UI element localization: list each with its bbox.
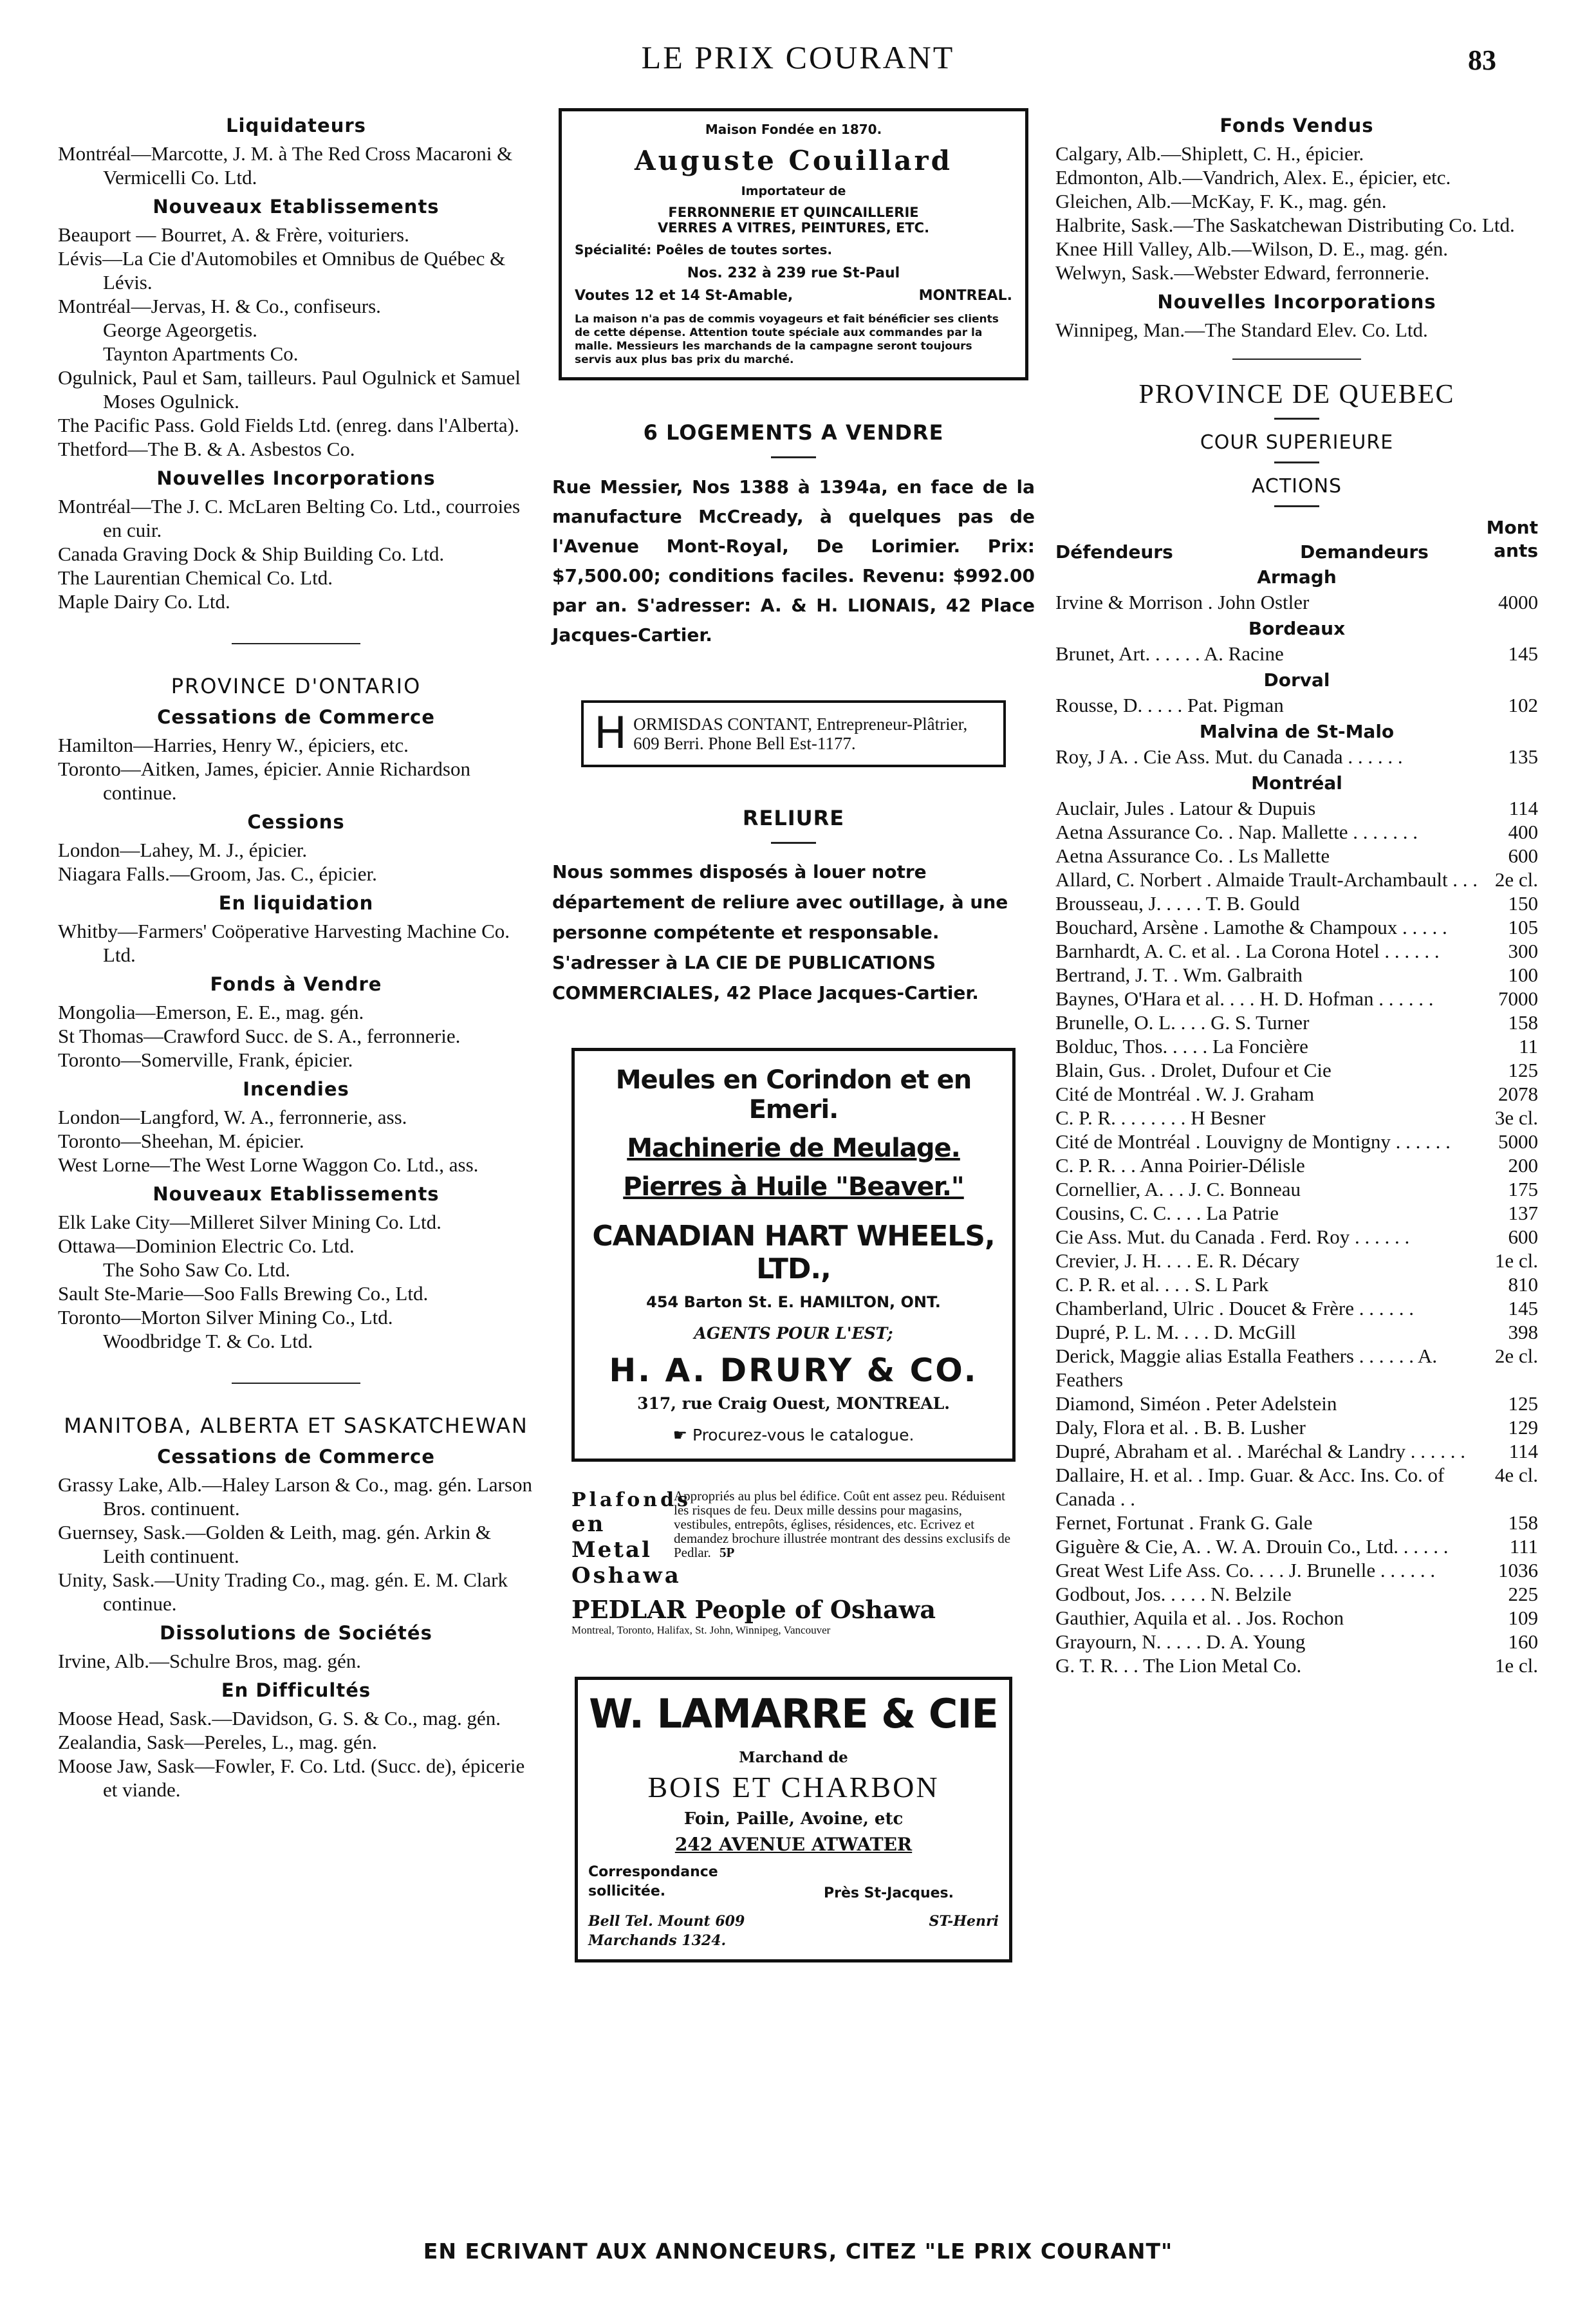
listing-entry: Montréal—The J. C. McLaren Belting Co. Ltd., courroies en cuir.: [58, 495, 521, 541]
case-amount: 5000: [1498, 1130, 1538, 1153]
case-row: [1055, 1511, 1538, 1534]
case-parties: Chamberland, Ulric . Doucet & Frère . . . . . .: [1055, 1297, 1414, 1319]
case-parties: Gauthier, Aquila et al. . Jos. Rochon: [1055, 1607, 1344, 1629]
ad-address: 317, rue Craig Ouest, MONTREAL.: [637, 1394, 950, 1413]
listing-text: Nous sommes disposés à louer notre département de reliure avec outillage, à une personne compétente et responsable. S'adresser à LA CIE DE PUBLICATIONS COMMERCIALES, 42 Place Jacques-Cartier.: [552, 861, 1008, 1003]
right-column: [1055, 108, 1538, 1677]
page-number: 83: [1468, 44, 1496, 76]
case-row: [1055, 844, 1538, 868]
ad-catalogue-row: [582, 1426, 1005, 1444]
case-amount: 1e cl.: [1494, 1654, 1538, 1677]
case-amount: 137: [1508, 1202, 1538, 1224]
ad-text: FERRONNERIE ET QUINCAILLERIE: [668, 205, 919, 220]
left-column: [58, 108, 534, 1802]
ad-text: ORMISDAS CONTANT, Entrepreneur-Plâtrier, 609 Berri. Phone Bell Est-1177.: [633, 714, 968, 753]
listing-entry: Toronto—Somerville, Frank, épicier.: [58, 1049, 353, 1071]
section-heading: Cessations de Commerce: [157, 706, 435, 728]
section-heading: Nouvelles Incorporations: [1157, 291, 1436, 313]
ad-company-name: W. LAMARRE & CIE: [589, 1690, 998, 1737]
case-amount: 109: [1508, 1607, 1538, 1629]
column-header-defendeurs: Défendeurs: [1055, 541, 1173, 563]
pedlar-advertisement: [571, 1489, 1016, 1637]
city-heading: Montréal: [1251, 772, 1342, 794]
case-parties: Brunet, Art. . . . . . A. Racine: [1055, 642, 1284, 665]
ad-address: 454 Barton St. E. HAMILTON, ONT.: [646, 1293, 941, 1311]
section-heading: Fonds Vendus: [1220, 115, 1374, 136]
listing-entry: Canada Graving Dock & Ship Building Co. Ltd.: [58, 543, 445, 565]
case-parties: Aetna Assurance Co. . Ls Mallette: [1055, 844, 1330, 867]
case-amount: 400: [1508, 821, 1538, 843]
case-parties: Bertrand, J. T. . Wm. Galbraith: [1055, 964, 1303, 986]
divider-rule: [1274, 505, 1319, 507]
ad-text: Près St-Jacques.: [824, 1885, 954, 1901]
case-parties: Dupré, P. L. M. . . . D. McGill: [1055, 1321, 1296, 1343]
ad-text: VERRES A VITRES, PEINTURES, ETC.: [657, 220, 930, 236]
province-heading: PROVINCE DE QUEBEC: [1138, 380, 1455, 409]
case-parties: Derick, Maggie alias Estalla Feathers . . . . . . A. Feathers: [1055, 1345, 1438, 1391]
case-amount: 145: [1508, 1297, 1538, 1319]
ad-phone: Bell Tel. Mount 609: [588, 1913, 745, 1930]
listing-entry: Toronto—Aitken, James, épicier. Annie Richardson continue.: [58, 758, 470, 804]
contant-advertisement: [581, 700, 1006, 767]
listing-entry: Moose Head, Sask.—Davidson, G. S. & Co., mag. gén.: [58, 1707, 501, 1729]
city-heading: Armagh: [1257, 566, 1337, 588]
ad-text: Machinerie de Meulage.: [627, 1133, 960, 1163]
pedlar-title: [571, 1489, 691, 1589]
listing-entry: Hamilton—Harries, Henry W., épiciers, etc.: [58, 734, 409, 756]
case-row: [1055, 891, 1538, 915]
case-row: [1055, 1654, 1538, 1677]
case-row: [1055, 1558, 1538, 1582]
case-amount: 2078: [1498, 1083, 1538, 1105]
listing-entry: Winnipeg, Man.—The Standard Elev. Co. Ltd.: [1055, 319, 1428, 341]
pointing-hand-icon: ☛: [673, 1426, 687, 1444]
case-row: [1055, 1106, 1538, 1130]
case-parties: Cité de Montréal . Louvigny de Montigny . . . . . .: [1055, 1130, 1451, 1153]
section-heading: Cessations de Commerce: [157, 1446, 435, 1468]
section-heading: Liquidateurs: [226, 115, 366, 136]
ad-company-name: CANADIAN HART WHEELS, LTD.,: [592, 1220, 995, 1285]
listing-entry: Irvine, Alb.—Schulre Bros, mag. gén.: [58, 1650, 361, 1672]
listing-entry: Sault Ste-Marie—Soo Falls Brewing Co., Ltd.: [58, 1282, 429, 1305]
listing-entry: Niagara Falls.—Groom, Jas. C., épicier.: [58, 862, 377, 885]
case-amount: 300: [1508, 940, 1538, 962]
case-parties: C. P. R. . . Anna Poirier-Délisle: [1055, 1154, 1305, 1177]
listing-entry: The Pacific Pass. Gold Fields Ltd. (enreg. dans l'Alberta).: [58, 414, 519, 436]
listing-entry: Toronto—Sheehan, M. épicier.: [58, 1130, 304, 1152]
case-row: [1055, 939, 1538, 963]
listing-entry: Halbrite, Sask.—The Saskatchewan Distributing Co. Ltd.: [1055, 214, 1515, 236]
case-amount: 158: [1508, 1511, 1538, 1534]
case-parties: Cie Ass. Mut. du Canada . Ferd. Roy . . . . . .: [1055, 1226, 1410, 1248]
listing-entry: Elk Lake City—Milleret Silver Mining Co. Ltd.: [58, 1211, 441, 1233]
ad-text: AGENTS POUR L'EST;: [694, 1324, 893, 1343]
case-amount: 225: [1508, 1583, 1538, 1605]
section-heading: 6 LOGEMENTS A VENDRE: [643, 420, 944, 445]
case-parties: Blain, Gus. . Drolet, Dufour et Cie: [1055, 1059, 1332, 1081]
ad-text: Procurez-vous le catalogue.: [692, 1426, 914, 1444]
case-amount: 398: [1508, 1321, 1538, 1343]
case-amount: 102: [1508, 694, 1538, 716]
ad-address: 242 AVENUE ATWATER: [674, 1834, 913, 1855]
section-heading: Nouvelles Incorporations: [156, 467, 436, 489]
listing-entry: Zealandia, Sask—Pereles, L., mag. gén.: [58, 1731, 377, 1753]
case-parties: Crevier, J. H. . . . E. R. Décary: [1055, 1249, 1300, 1272]
province-heading: PROVINCE D'ONTARIO: [171, 674, 422, 698]
case-row: [1055, 590, 1538, 614]
case-row: [1055, 1177, 1538, 1201]
case-parties: Daly, Flora et al. . B. B. Lusher: [1055, 1416, 1306, 1439]
listing-entry: Lévis—La Cie d'Automobiles et Omnibus de Québec & Lévis.: [58, 247, 506, 294]
ad-phone: Marchands 1324.: [588, 1932, 727, 1949]
case-amount: 145: [1508, 642, 1538, 665]
hart-wheels-advertisement: [571, 1048, 1016, 1462]
ad-founded: Maison Fondée en 1870.: [705, 122, 882, 137]
column-header-montants: Montants: [1486, 517, 1538, 561]
divider-rule: [1274, 418, 1319, 420]
case-row: [1055, 1534, 1538, 1558]
case-row: [1055, 1344, 1538, 1392]
listing-entry: Montréal—Marcotte, J. M. à The Red Cross Macaroni & Vermicelli Co. Ltd.: [58, 142, 513, 189]
divider-rule: [1274, 461, 1319, 463]
section-heading: Cessions: [247, 811, 345, 833]
case-row: [1055, 1630, 1538, 1654]
case-parties: Dallaire, H. et al. . Imp. Guar. & Acc. Ins. Co. of Canada . .: [1055, 1464, 1445, 1510]
page-footer: EN ECRIVANT AUX ANNONCEURS, CITEZ "LE PRIX COURANT": [423, 2239, 1173, 2264]
case-parties: Roy, J A. . Cie Ass. Mut. du Canada . . . . . .: [1055, 745, 1403, 768]
ad-text: Marchand de: [739, 1749, 848, 1766]
section-heading: Dissolutions de Sociétés: [160, 1622, 432, 1644]
case-amount: 114: [1508, 797, 1538, 819]
pedlar-top: [571, 1489, 1016, 1589]
case-amount: 160: [1508, 1630, 1538, 1653]
listing-entry: Maple Dairy Co. Ltd.: [58, 590, 230, 613]
ad-code: 5P: [719, 1545, 735, 1560]
divider-rule: [232, 643, 360, 644]
case-amount: 3e cl.: [1494, 1106, 1538, 1129]
ad-text: ST-Henri: [929, 1913, 999, 1930]
actions-table-header: [1055, 516, 1538, 563]
case-parties: Allard, C. Norbert . Almaide Trault-Archambault . . .: [1055, 868, 1478, 891]
ad-row: [588, 1863, 999, 1901]
case-parties: Great West Life Ass. Co. . . . J. Brunelle . . . . . .: [1055, 1559, 1436, 1581]
case-parties: Rousse, D. . . . . Pat. Pigman: [1055, 694, 1284, 716]
divider-rule: [771, 842, 816, 844]
ad-company-name: Auguste Couillard: [635, 145, 952, 176]
city-heading: Bordeaux: [1248, 618, 1346, 639]
listing-entry: Thetford—The B. & A. Asbestos Co.: [58, 438, 355, 460]
case-row: [1055, 820, 1538, 844]
ad-initial: H: [594, 708, 627, 759]
listing-entry: London—Lahey, M. J., épicier.: [58, 839, 308, 861]
case-amount: 2e cl.: [1494, 868, 1538, 891]
ad-address-row: [575, 288, 1012, 304]
case-amount: 600: [1508, 1226, 1538, 1248]
case-amount: 600: [1508, 844, 1538, 867]
case-amount: 111: [1509, 1535, 1538, 1558]
section-heading: Fonds à Vendre: [210, 973, 382, 995]
city-heading: Dorval: [1263, 669, 1330, 691]
city-heading: Malvina de St-Malo: [1199, 721, 1395, 742]
ad-address: Nos. 232 à 239 rue St-Paul: [687, 265, 900, 281]
case-parties: C. P. R. et al. . . . S. L Park: [1055, 1273, 1269, 1296]
section-heading: En Difficultés: [221, 1679, 371, 1701]
listing-entry: Taynton Apartments Co.: [103, 342, 299, 365]
case-parties: G. T. R. . . The Lion Metal Co.: [1055, 1654, 1302, 1677]
case-row: [1055, 868, 1538, 891]
page-title: LE PRIX COURANT: [641, 39, 955, 75]
case-amount: 114: [1508, 1440, 1538, 1462]
case-amount: 1e cl.: [1494, 1249, 1538, 1272]
case-row: [1055, 745, 1538, 769]
case-amount: 100: [1508, 964, 1538, 986]
section-heading: Nouveaux Etablissements: [153, 1183, 440, 1205]
listing-entry: Whitby—Farmers' Coöperative Harvesting Machine Co. Ltd.: [58, 920, 510, 966]
case-row: [1055, 1011, 1538, 1034]
case-parties: Godbout, Jos. . . . . N. Belzile: [1055, 1583, 1292, 1605]
case-row: [1055, 1606, 1538, 1630]
case-amount: 129: [1508, 1416, 1538, 1439]
case-row: [1055, 642, 1538, 666]
ad-text: BOIS ET CHARBON: [647, 1771, 940, 1804]
listing-entry: Mongolia—Emerson, E. E., mag. gén.: [58, 1001, 364, 1023]
case-row: [1055, 1415, 1538, 1439]
listing-entry: Ottawa—Dominion Electric Co. Ltd.: [58, 1235, 355, 1257]
case-parties: Fernet, Fortunat . Frank G. Gale: [1055, 1511, 1313, 1534]
case-row: [1055, 963, 1538, 987]
case-parties: Grayourn, N. . . . . D. A. Young: [1055, 1630, 1306, 1653]
listing-entry: Montréal—Jervas, H. & Co., confiseurs.: [58, 295, 381, 317]
province-heading: MANITOBA, ALBERTA ET SASKATCHEWAN: [64, 1413, 528, 1438]
case-amount: 175: [1508, 1178, 1538, 1200]
case-parties: Cousins, C. C. . . . La Patrie: [1055, 1202, 1279, 1224]
montreal-case-list: [1055, 796, 1538, 1677]
case-amount: 125: [1508, 1059, 1538, 1081]
case-parties: Diamond, Siméon . Peter Adelstein: [1055, 1392, 1337, 1415]
case-row: [1055, 1272, 1538, 1296]
ad-address: Voutes 12 et 14 St-Amable,: [575, 288, 793, 304]
lamarre-advertisement: [575, 1677, 1012, 1962]
ad-text: Pierres à Huile "Beaver.": [623, 1172, 964, 1202]
listing-entry: Calgary, Alb.—Shiplett, C. H., épicier.: [1055, 142, 1364, 165]
case-parties: Giguère & Cie, A. . W. A. Drouin Co., Ltd. . . . . .: [1055, 1535, 1449, 1558]
case-amount: 2e cl.: [1494, 1345, 1538, 1367]
listing-entry: Knee Hill Valley, Alb.—Wilson, D. E., mag. gén.: [1055, 238, 1449, 260]
ad-city: MONTREAL.: [918, 288, 1012, 304]
case-amount: 4e cl.: [1494, 1464, 1538, 1486]
case-amount: 200: [1508, 1154, 1538, 1177]
ad-text: Appropriés au plus bel édifice. Coût ent assez peu. Réduisent les risques de feu. Deux mille dessins pour magasins, vestibules, entrepôts, églises, résidences, etc. Ecrivez et demandez brochure illustrée montrant des dessins exclusifs de Pedlar.: [674, 1488, 1011, 1560]
divider-rule: [1232, 359, 1361, 360]
listing-entry: Edmonton, Alb.—Vandrich, Alex. E., épicier, etc.: [1055, 166, 1451, 189]
case-row: [1055, 987, 1538, 1011]
case-row: [1055, 1201, 1538, 1225]
listing-entry: Welwyn, Sask.—Webster Edward, ferronnerie.: [1055, 261, 1430, 284]
case-row: [1055, 1392, 1538, 1415]
listing-entry: Ogulnick, Paul et Sam, tailleurs. Paul Ogulnick et Samuel Moses Ogulnick.: [58, 366, 521, 413]
listing-entry: St Thomas—Crawford Succ. de S. A., ferronnerie.: [58, 1025, 461, 1047]
column-header-demandeurs: Demandeurs: [1300, 541, 1429, 563]
case-amount: 135: [1508, 745, 1538, 768]
listing-entry: Grassy Lake, Alb.—Haley Larson & Co., mag. gén. Larson Bros. continuent.: [58, 1473, 532, 1520]
case-row: [1055, 1082, 1538, 1106]
section-heading: En liquidation: [218, 892, 374, 914]
court-heading: COUR SUPERIEURE: [1200, 431, 1394, 454]
case-amount: 125: [1508, 1392, 1538, 1415]
section-heading: Incendies: [243, 1078, 349, 1100]
listing-entry: Guernsey, Sask.—Golden & Leith, mag. gén. Arkin & Leith continuent.: [58, 1521, 491, 1567]
ad-text: Spécialité: Poêles de toutes sortes.: [575, 242, 833, 257]
case-parties: Bolduc, Thos. . . . . La Foncière: [1055, 1035, 1308, 1058]
divider-rule: [232, 1383, 360, 1384]
listing-text: Rue Messier, Nos 1388 à 1394a, en face de la manufacture McCready, à quelques pas de l'Avenue Mont-Royal, De Lorimier. Prix: $7,500.00; conditions faciles. Revenu: $992.00 par an. S'adresser: A. & H. LIONAIS, 42 Place Jacques-Cartier.: [552, 476, 1035, 646]
case-amount: 1036: [1498, 1559, 1538, 1581]
section-heading: Nouveaux Etablissements: [153, 196, 440, 218]
case-parties: Brousseau, J. . . . . T. B. Gould: [1055, 892, 1300, 915]
ad-text: Meules en Corindon et en Emeri.: [615, 1065, 972, 1124]
case-row: [1055, 915, 1538, 939]
section-heading: RELIURE: [742, 806, 845, 830]
listing-entry: West Lorne—The West Lorne Waggon Co. Ltd., ass.: [58, 1153, 479, 1176]
case-amount: 810: [1508, 1273, 1538, 1296]
listing-entry: Unity, Sask.—Unity Trading Co., mag. gén. E. M. Clark continue.: [58, 1569, 508, 1615]
middle-column: [552, 108, 1035, 1962]
case-parties: Dupré, Abraham et al. . Maréchal & Landry . . . . . .: [1055, 1440, 1466, 1462]
case-row: [1055, 1058, 1538, 1082]
case-amount: 7000: [1498, 987, 1538, 1010]
case-amount: 158: [1508, 1011, 1538, 1034]
listing-entry: Woodbridge T. & Co. Ltd.: [103, 1330, 313, 1352]
case-parties: C. P. R. . . . . . . . H Besner: [1055, 1106, 1266, 1129]
ad-text: Foin, Paille, Avoine, etc: [683, 1809, 904, 1829]
case-row: [1055, 1582, 1538, 1606]
ad-company-name: PEDLAR People of Oshawa: [571, 1595, 936, 1624]
listing-entry: The Soho Saw Co. Ltd.: [103, 1258, 291, 1281]
ad-text: Plafonds: [571, 1489, 691, 1511]
case-parties: Auclair, Jules . Latour & Dupuis: [1055, 797, 1316, 819]
case-parties: Cité de Montréal . W. J. Graham: [1055, 1083, 1315, 1105]
ad-note: La maison n'a pas de commis voyageurs et fait bénéficier ses clients de cette dépense. Attention toute spéciale aux commandes par la malle. Messieurs les marchands de la campagne seront toujours servis aux plus bas prix du marché.: [575, 313, 999, 366]
case-amount: 11: [1519, 1035, 1538, 1058]
listing-entry: London—Langford, W. A., ferronnerie, ass.: [58, 1106, 407, 1128]
case-parties: Barnhardt, A. C. et al. . La Corona Hotel . . . . . .: [1055, 940, 1440, 962]
listing-entry: The Laurentian Chemical Co. Ltd.: [58, 566, 333, 589]
case-amount: 105: [1508, 916, 1538, 938]
case-row: [1055, 1296, 1538, 1320]
case-row: [1055, 1439, 1538, 1463]
couillard-advertisement: [559, 108, 1028, 380]
case-row: [1055, 1225, 1538, 1249]
case-parties: Cornellier, A. . . J. C. Bonneau: [1055, 1178, 1301, 1200]
actions-heading: ACTIONS: [1251, 475, 1342, 498]
case-row: [1055, 1130, 1538, 1153]
ad-description: [665, 1489, 1016, 1589]
case-row: [1055, 1153, 1538, 1177]
page-header: [0, 39, 1596, 90]
case-row: [1055, 1320, 1538, 1344]
case-parties: Brunelle, O. L. . . . G. S. Turner: [1055, 1011, 1310, 1034]
case-row: [1055, 1249, 1538, 1272]
ad-text: Montreal, Toronto, Halifax, St. John, Winnipeg, Vancouver: [571, 1624, 831, 1636]
case-parties: Aetna Assurance Co. . Nap. Mallette . . . . . . .: [1055, 821, 1418, 843]
case-row: [1055, 1034, 1538, 1058]
listing-entry: Toronto—Morton Silver Mining Co., Ltd.: [58, 1306, 393, 1328]
case-amount: 4000: [1498, 591, 1538, 613]
ad-row: [588, 1913, 999, 1930]
ad-text: en Metal: [571, 1511, 652, 1563]
case-row: [1055, 1463, 1538, 1511]
listing-entry: Moose Jaw, Sask—Fowler, F. Co. Ltd. (Succ. de), épicerie et viande.: [58, 1755, 525, 1801]
ad-text: Importateur de: [741, 184, 846, 198]
case-parties: Baynes, O'Hara et al. . . . H. D. Hofman . . . . . .: [1055, 987, 1434, 1010]
case-row: [1055, 796, 1538, 820]
listing-entry: George Ageorgetis.: [103, 319, 257, 341]
case-parties: Irvine & Morrison . John Ostler: [1055, 591, 1310, 613]
ad-text: Correspondance sollicitée.: [588, 1864, 718, 1899]
ad-company-name: H. A. DRURY & CO.: [609, 1352, 978, 1389]
case-row: [1055, 693, 1538, 717]
listing-entry: Beauport — Bourret, A. & Frère, voituriers.: [58, 223, 409, 246]
case-parties: Bouchard, Arsène . Lamothe & Champoux . . . . .: [1055, 916, 1447, 938]
divider-rule: [771, 456, 816, 458]
case-amount: 150: [1508, 892, 1538, 915]
ad-text: Oshawa: [571, 1563, 682, 1589]
listing-entry: Gleichen, Alb.—McKay, F. K., mag. gén.: [1055, 190, 1387, 212]
